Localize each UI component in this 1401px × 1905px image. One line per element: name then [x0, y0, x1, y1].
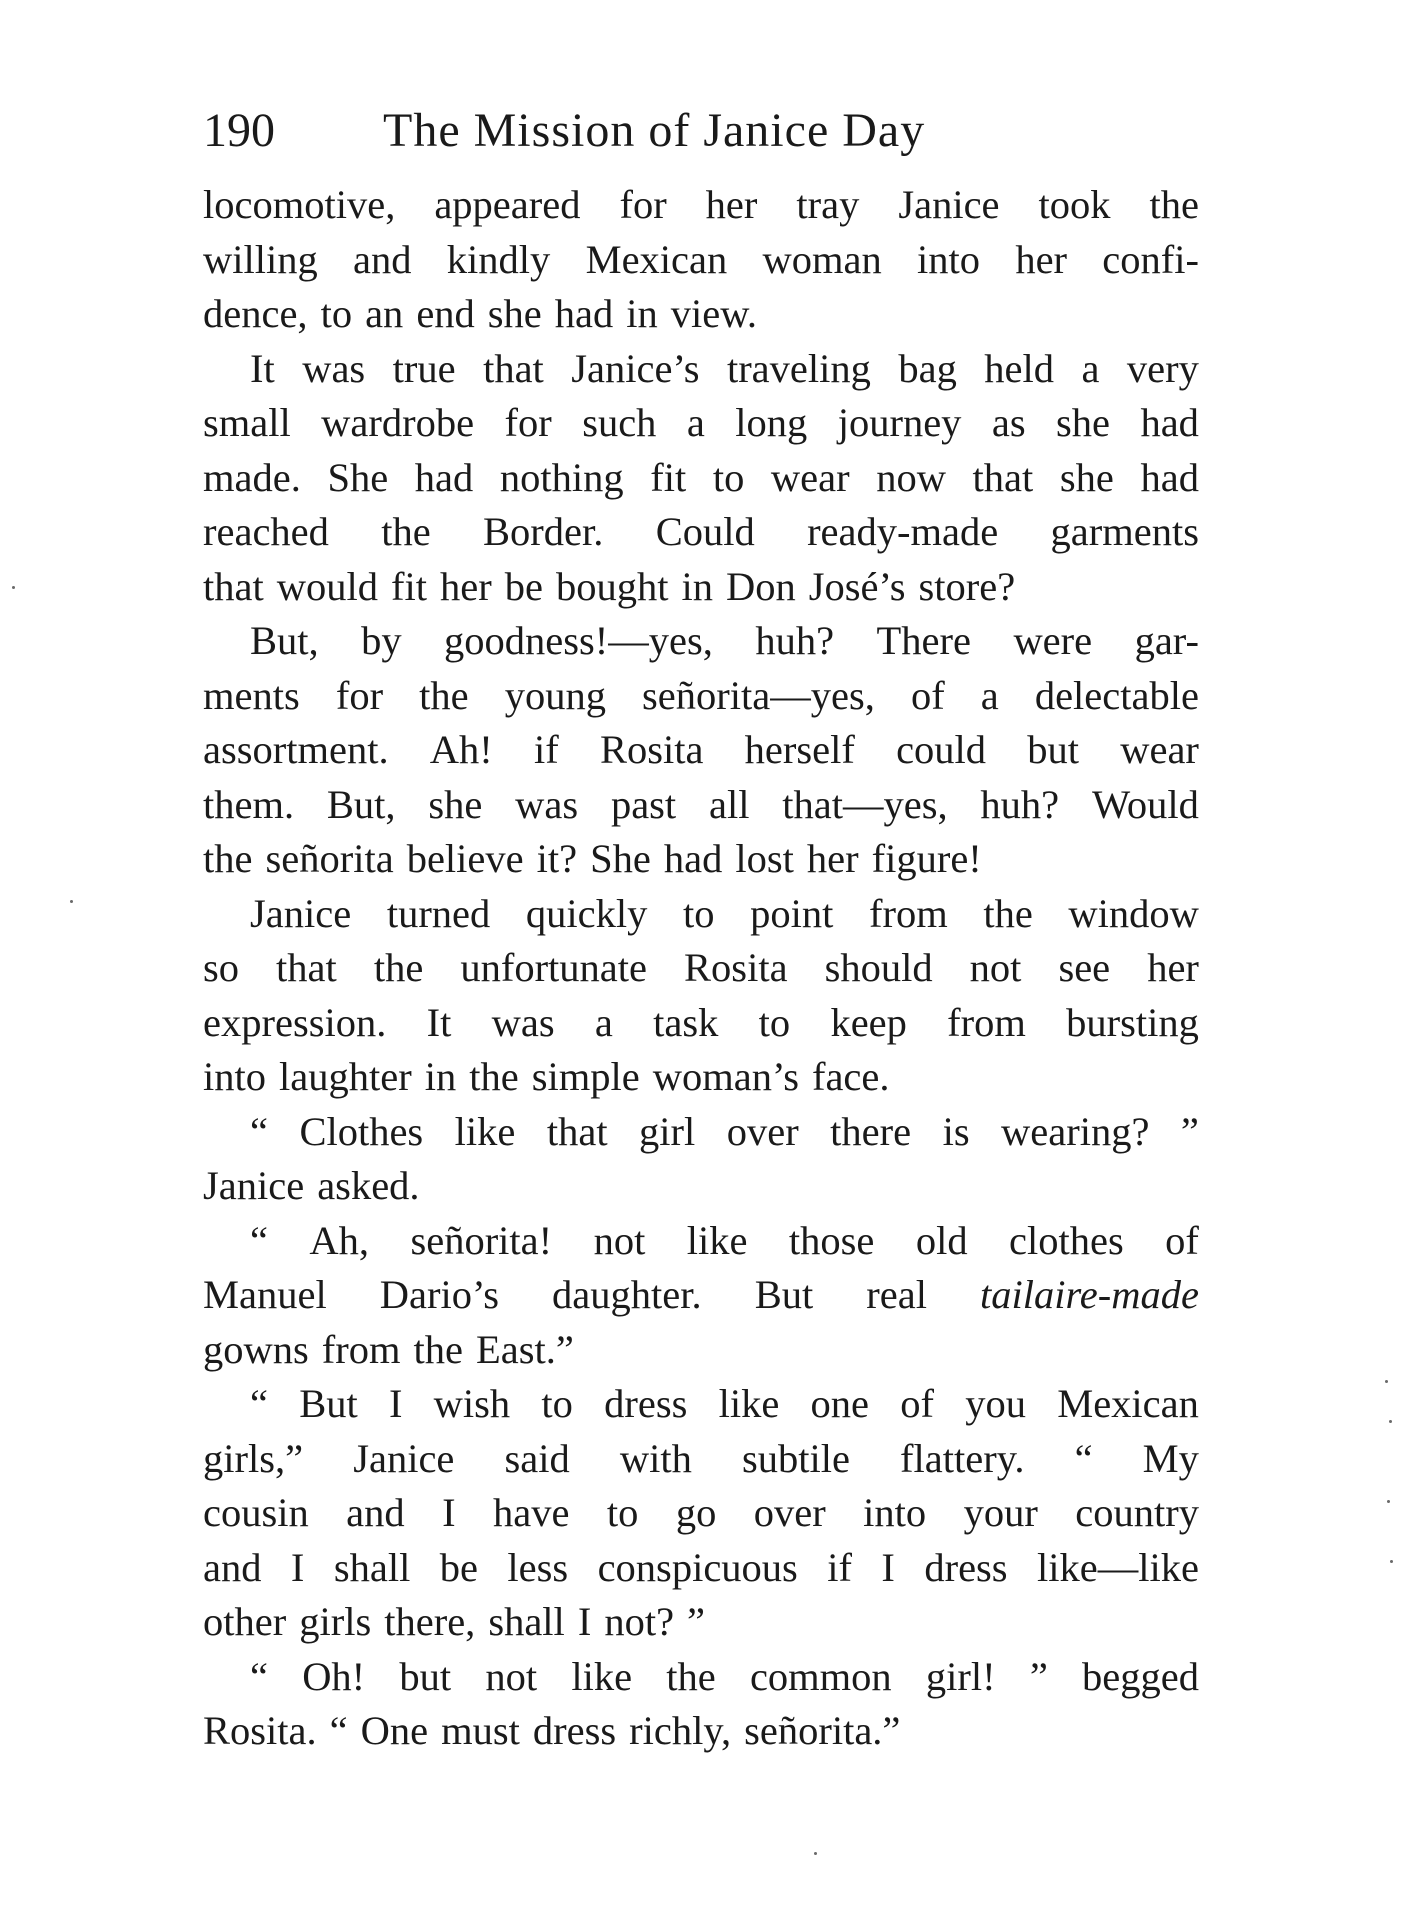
- word: Mexican: [585, 236, 728, 282]
- word: woman’s: [652, 1054, 799, 1099]
- word: But: [299, 1381, 358, 1426]
- word: ments: [203, 672, 300, 718]
- word: one: [810, 1381, 870, 1426]
- word: Mexican: [1057, 1381, 1199, 1426]
- word: the: [413, 1326, 463, 1372]
- scan-speck: [1389, 1420, 1392, 1423]
- word: dress: [532, 1708, 617, 1753]
- word: woman: [762, 236, 882, 282]
- word: Janice: [353, 1435, 455, 1481]
- word: tailaire-made: [980, 1272, 1199, 1317]
- word: that: [276, 945, 337, 990]
- word: dress: [604, 1381, 688, 1426]
- word: conspicuous: [597, 1544, 798, 1590]
- word: all: [708, 781, 750, 827]
- word: bursting: [1066, 999, 1199, 1045]
- word: for: [504, 400, 552, 445]
- word: girl: [639, 1108, 696, 1154]
- word: from: [868, 890, 948, 936]
- word: not: [593, 1217, 646, 1263]
- word: was: [515, 781, 579, 827]
- word: a: [686, 400, 705, 445]
- word: “: [1074, 1435, 1093, 1481]
- word: figure!: [871, 836, 982, 881]
- text-line: [203, 887, 1199, 942]
- word: a: [980, 672, 999, 718]
- word: like: [718, 1381, 780, 1426]
- word: huh?: [980, 781, 1060, 827]
- text-line: [203, 1050, 1199, 1105]
- text-line: [203, 178, 1199, 233]
- word: real: [866, 1272, 927, 1317]
- word: such: [582, 400, 657, 445]
- word: for: [619, 182, 667, 227]
- word: asked.: [317, 1163, 420, 1208]
- scan-speck: [1385, 1380, 1388, 1383]
- word: young: [504, 672, 606, 718]
- word: Oh!: [302, 1653, 366, 1699]
- word: shall: [488, 1599, 565, 1644]
- word: clothes: [1009, 1217, 1124, 1263]
- word: into: [203, 1054, 267, 1099]
- word: One: [360, 1708, 429, 1753]
- word: over: [753, 1490, 826, 1535]
- word: Don: [725, 563, 796, 609]
- word: old: [915, 1217, 968, 1263]
- word: simple: [531, 1054, 640, 1099]
- word: But,: [326, 781, 396, 827]
- word: to: [320, 291, 353, 336]
- word: señorita!: [410, 1217, 553, 1263]
- word: those: [788, 1217, 875, 1263]
- word: past: [610, 781, 677, 827]
- word: was: [302, 345, 366, 391]
- word: fit: [650, 454, 687, 500]
- word: very: [1126, 345, 1199, 391]
- word: but: [1027, 727, 1080, 772]
- word: gowns: [203, 1326, 309, 1372]
- word: less: [507, 1544, 569, 1590]
- word: them.: [203, 781, 295, 827]
- word: like: [686, 1217, 748, 1263]
- word: wish: [433, 1381, 511, 1426]
- word: reached: [203, 509, 329, 554]
- word: were: [1013, 618, 1093, 663]
- word: dence,: [203, 291, 308, 336]
- word: tray: [796, 182, 860, 227]
- word: the: [469, 1054, 519, 1099]
- word: would: [276, 563, 378, 609]
- word: Janice’s: [571, 345, 700, 391]
- word: not: [969, 945, 1022, 990]
- word: her: [705, 182, 758, 227]
- word: kindly: [446, 236, 551, 282]
- text-line: [203, 614, 1199, 669]
- word: turned: [386, 890, 491, 936]
- word: quickly: [525, 890, 648, 936]
- word: “: [250, 1217, 268, 1263]
- word: fit: [390, 563, 427, 609]
- word: to: [758, 999, 791, 1045]
- word: store?: [918, 563, 1016, 609]
- scan-speck: [12, 586, 15, 589]
- word: must: [441, 1708, 520, 1753]
- word: journey: [837, 400, 962, 445]
- text-line: [203, 1105, 1199, 1160]
- word: “: [250, 1381, 268, 1426]
- word: Clothes: [299, 1108, 424, 1154]
- word: wardrobe: [321, 400, 475, 445]
- word: other: [203, 1599, 287, 1644]
- word: José’s: [808, 563, 906, 609]
- word: bag: [898, 345, 957, 391]
- word: common: [749, 1653, 892, 1699]
- word: subtile: [741, 1435, 850, 1481]
- word: that: [483, 345, 544, 391]
- book-title: The Mission of Janice Day: [383, 104, 926, 157]
- word: if: [827, 1544, 852, 1590]
- word: had: [414, 454, 474, 500]
- word: should: [824, 945, 933, 990]
- word: Would: [1091, 781, 1199, 827]
- word: “: [329, 1708, 348, 1753]
- word: in: [681, 563, 713, 609]
- word: gar-: [1134, 618, 1199, 663]
- word: made.: [203, 454, 301, 500]
- word: wear: [770, 454, 850, 500]
- word: of: [900, 1381, 934, 1426]
- text-line: [203, 778, 1199, 833]
- word: her: [1147, 945, 1199, 990]
- word: señorita.”: [744, 1708, 901, 1753]
- word: shall: [333, 1544, 411, 1590]
- word: a: [594, 999, 613, 1045]
- word: Manuel: [203, 1272, 327, 1317]
- word: from: [947, 999, 1026, 1045]
- word: is: [942, 1108, 970, 1154]
- word: garments: [1050, 509, 1199, 554]
- word: believe: [406, 836, 524, 881]
- word: there,: [384, 1599, 476, 1644]
- word: Ah,: [309, 1217, 370, 1263]
- word: that: [546, 1108, 608, 1154]
- word: as: [991, 400, 1026, 445]
- word: Border.: [483, 509, 604, 554]
- running-header: [203, 96, 1203, 166]
- word: My: [1142, 1435, 1199, 1481]
- text-line: [203, 396, 1199, 451]
- word: Janice: [898, 182, 1000, 227]
- word: by: [361, 618, 402, 663]
- word: of: [910, 672, 945, 718]
- word: wear: [1120, 727, 1199, 772]
- word: not: [485, 1653, 538, 1699]
- word: But,: [250, 618, 319, 663]
- text-line: [203, 1541, 1199, 1596]
- word: daughter.: [552, 1272, 702, 1317]
- word: ”: [1029, 1653, 1048, 1699]
- word: She: [590, 836, 651, 881]
- word: the: [419, 672, 469, 718]
- word: her: [439, 563, 492, 609]
- body-text: [203, 178, 1199, 1759]
- word: of: [1165, 1217, 1199, 1263]
- word: view.: [670, 291, 758, 336]
- word: She: [327, 454, 389, 500]
- word: assortment.: [203, 727, 389, 772]
- word: could: [896, 727, 987, 772]
- word: huh?: [755, 618, 835, 663]
- word: East.”: [475, 1326, 574, 1372]
- word: country: [1075, 1490, 1199, 1535]
- word: It: [250, 345, 275, 391]
- word: end: [416, 291, 475, 336]
- word: window: [1068, 890, 1199, 936]
- word: I: [388, 1381, 403, 1426]
- scan-speck: [814, 1852, 817, 1855]
- word: herself: [744, 727, 855, 772]
- word: held: [984, 345, 1055, 391]
- word: she: [1059, 454, 1114, 500]
- word: her: [1015, 236, 1068, 282]
- word: to: [712, 454, 745, 500]
- word: locomotive,: [203, 182, 396, 227]
- text-line: [203, 287, 1199, 342]
- word: be: [504, 563, 543, 609]
- word: willing: [203, 236, 318, 282]
- word: took: [1038, 182, 1111, 227]
- word: confi-: [1102, 236, 1199, 282]
- word: I: [290, 1544, 305, 1590]
- word: now: [876, 454, 946, 500]
- word: Janice: [250, 890, 352, 936]
- word: see: [1058, 945, 1111, 990]
- word: that: [972, 454, 1034, 500]
- word: face.: [811, 1054, 890, 1099]
- text-line: [203, 723, 1199, 778]
- word: to: [682, 890, 715, 936]
- text-line: [203, 1323, 1199, 1378]
- word: richly,: [629, 1708, 732, 1753]
- word: nothing: [499, 454, 624, 500]
- word: the: [381, 509, 431, 554]
- word: begged: [1082, 1653, 1199, 1699]
- word: the: [203, 836, 253, 881]
- word: over: [726, 1108, 799, 1154]
- word: and: [203, 1544, 262, 1590]
- word: small: [203, 400, 291, 445]
- word: cousin: [203, 1490, 309, 1535]
- word: goodness!—yes,: [444, 618, 713, 663]
- word: she: [487, 291, 542, 336]
- word: for: [335, 672, 384, 718]
- text-line: [203, 1432, 1199, 1487]
- word: I: [577, 1599, 592, 1644]
- word: Ah!: [429, 727, 493, 772]
- word: I: [442, 1490, 456, 1535]
- word: ready-made: [807, 509, 999, 554]
- word: had: [1140, 400, 1199, 445]
- word: the: [373, 945, 424, 990]
- word: that—yes,: [782, 781, 948, 827]
- word: into: [917, 236, 981, 282]
- word: I: [881, 1544, 895, 1590]
- word: traveling: [726, 345, 871, 391]
- word: to: [541, 1381, 573, 1426]
- word: “: [250, 1653, 268, 1699]
- word: Dario’s: [379, 1272, 499, 1317]
- text-line: [203, 832, 1199, 887]
- word: with: [619, 1435, 692, 1481]
- word: had: [1140, 454, 1199, 500]
- word: in: [424, 1054, 457, 1099]
- page-number: 190: [203, 104, 275, 157]
- word: Janice: [203, 1163, 305, 1208]
- text-line: [203, 1268, 1199, 1323]
- word: so: [203, 945, 240, 990]
- word: keep: [830, 999, 907, 1045]
- word: appeared: [434, 182, 581, 227]
- word: not?: [604, 1599, 675, 1644]
- word: she: [428, 781, 483, 827]
- word: into: [863, 1490, 927, 1535]
- word: wearing?: [1001, 1108, 1150, 1154]
- text-line: [203, 505, 1199, 560]
- word: expression.: [203, 999, 387, 1045]
- word: the: [983, 890, 1033, 936]
- text-line: [203, 560, 1199, 615]
- word: like—like: [1037, 1544, 1199, 1590]
- word: unfortunate: [460, 945, 648, 990]
- text-line: [203, 941, 1199, 996]
- word: had: [663, 836, 723, 881]
- word: ”: [1180, 1108, 1199, 1154]
- word: point: [750, 890, 834, 936]
- word: like: [571, 1653, 633, 1699]
- word: true: [392, 345, 456, 391]
- word: señorita—yes,: [642, 672, 875, 718]
- word: It: [426, 999, 452, 1045]
- scan-speck: [70, 900, 73, 903]
- word: an: [365, 291, 404, 336]
- scan-speck: [1390, 1560, 1393, 1563]
- scan-speck: [1387, 1500, 1390, 1503]
- word: There: [876, 618, 971, 663]
- word: Rosita: [599, 727, 704, 772]
- word: but: [399, 1653, 452, 1699]
- word: go: [675, 1490, 717, 1535]
- word: the: [1149, 182, 1199, 227]
- word: had: [554, 291, 614, 336]
- word: lost: [735, 836, 794, 881]
- word: to: [606, 1490, 639, 1535]
- text-line: [203, 1486, 1199, 1541]
- text-line: [203, 1595, 1199, 1650]
- text-line: [203, 1377, 1199, 1432]
- word: girl!: [925, 1653, 996, 1699]
- text-line: [203, 342, 1199, 397]
- text-line: [203, 996, 1199, 1051]
- word: But: [754, 1272, 814, 1317]
- text-line: [203, 1214, 1199, 1269]
- word: she: [1056, 400, 1111, 445]
- word: flattery.: [900, 1435, 1025, 1481]
- word: in: [626, 291, 658, 336]
- word: was: [491, 999, 555, 1045]
- word: said: [504, 1435, 570, 1481]
- text-line: [203, 451, 1199, 506]
- word: there: [830, 1108, 912, 1154]
- word: you: [965, 1381, 1026, 1426]
- text-line: [203, 233, 1199, 288]
- text-line: [203, 669, 1199, 724]
- word: long: [735, 400, 808, 445]
- text-line: [203, 1704, 1199, 1759]
- word: that: [203, 563, 264, 609]
- word: girls: [299, 1599, 372, 1644]
- word: bought: [555, 563, 669, 609]
- word: señorita: [265, 836, 394, 881]
- word: girls,”: [203, 1435, 304, 1481]
- word: the: [666, 1653, 716, 1699]
- word: your: [963, 1490, 1038, 1535]
- word: ”: [687, 1599, 706, 1644]
- word: Could: [655, 509, 755, 554]
- word: like: [454, 1108, 516, 1154]
- word: task: [653, 999, 719, 1045]
- word: Rosita: [684, 945, 788, 990]
- word: be: [439, 1544, 478, 1590]
- word: her: [806, 836, 859, 881]
- word: “: [250, 1108, 268, 1154]
- word: and: [346, 1490, 405, 1535]
- word: if: [534, 727, 559, 772]
- word: a: [1081, 345, 1100, 391]
- text-line: [203, 1159, 1199, 1214]
- word: it?: [536, 836, 578, 881]
- word: Rosita.: [203, 1708, 317, 1753]
- word: delectable: [1034, 672, 1199, 718]
- text-line: [203, 1650, 1199, 1705]
- word: laughter: [279, 1054, 412, 1099]
- word: have: [493, 1490, 570, 1535]
- word: and: [353, 236, 412, 282]
- word: from: [321, 1326, 401, 1372]
- word: dress: [924, 1544, 1008, 1590]
